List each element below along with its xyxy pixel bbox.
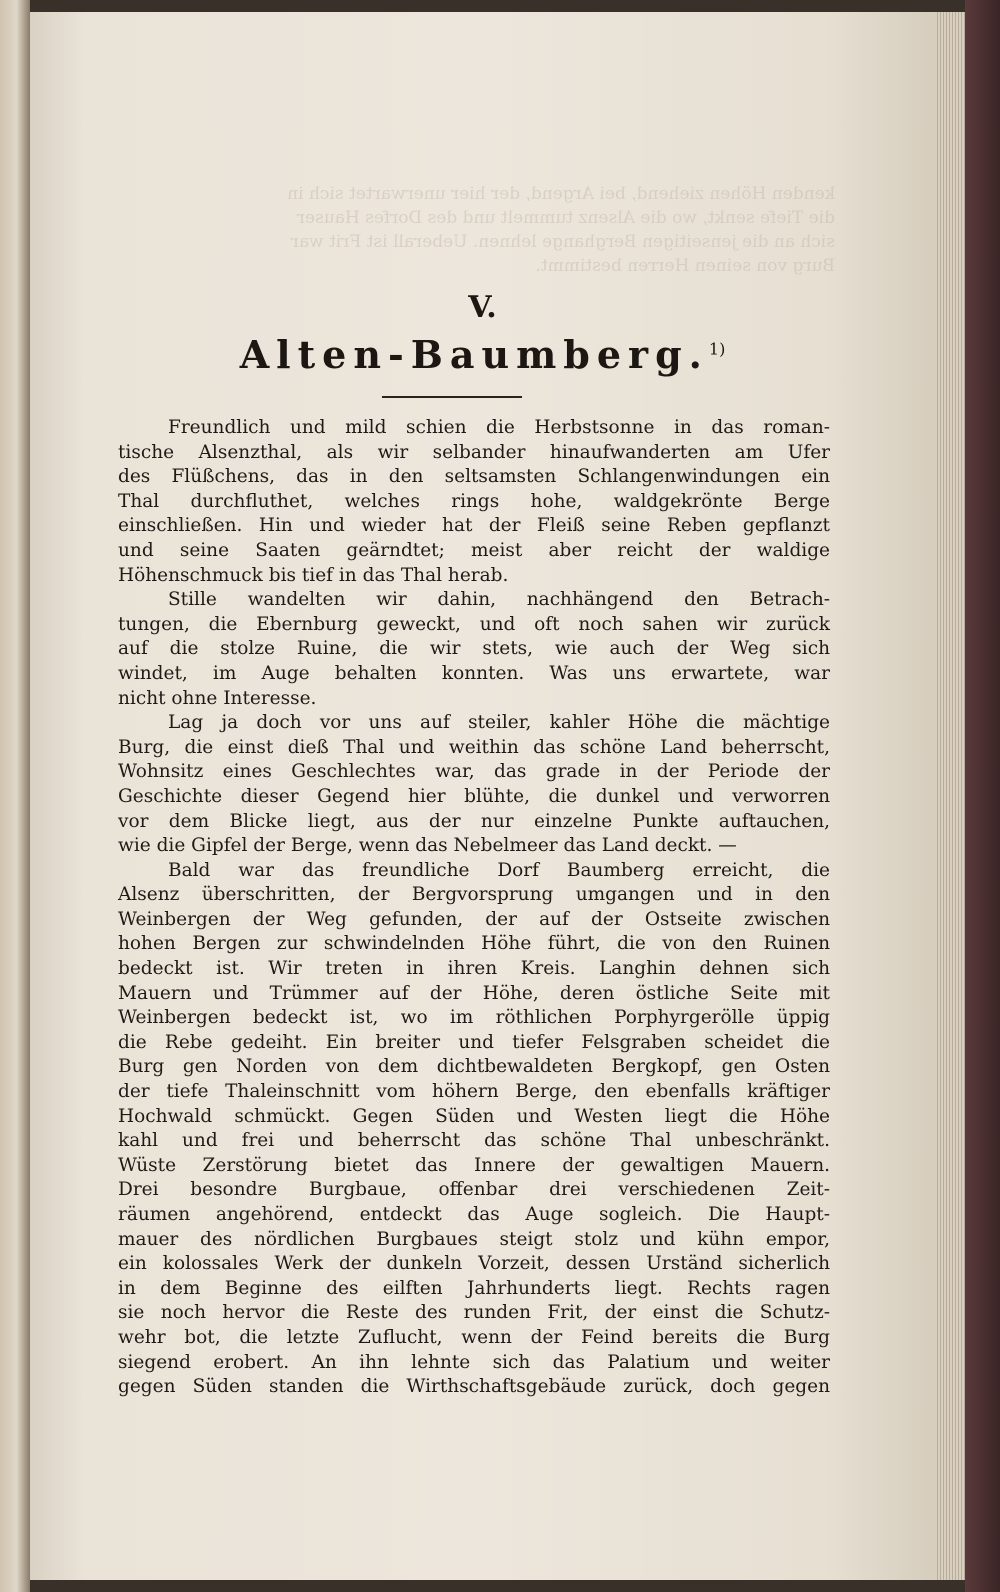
text-line: Weinbergen bedeckt ist, wo im röthlichen Porphyrgerölle üppig — [118, 1007, 830, 1029]
chapter-number: V. — [468, 290, 497, 325]
text-line: Drei besondre Burgbaue, offenbar drei verschiedenen Zeit- — [118, 1179, 830, 1201]
text-line: Mauern und Trümmer auf der Höhe, deren östliche Seite mit — [118, 982, 830, 1004]
page-block-edges — [935, 12, 965, 1580]
text-line: Höhenschmuck bis tief in das Thal herab. — [118, 564, 509, 586]
body-text — [118, 416, 830, 1400]
chapter-title-text: Alten-Baumberg. — [239, 332, 709, 377]
text-line: in dem Beginne des eilften Jahrhunderts liegt. Rechts ragen — [118, 1277, 830, 1299]
text-line: der tiefe Thaleinschnitt vom höhern Berge, den ebenfalls kräftiger — [118, 1081, 830, 1103]
text-line: räumen angehörend, entdeckt das Auge sogleich. Die Haupt- — [118, 1204, 830, 1225]
text-line: Thal durchfluthet, welches rings hohe, waldgekrönte Berge — [118, 490, 830, 512]
text-line: Lag ja doch vor uns auf steiler, kahler Höhe die mächtige — [168, 712, 830, 734]
text-line: nicht ohne Interesse. — [118, 687, 317, 709]
text-line: siegend erobert. An ihn lehnte sich das Palatium und weiter — [118, 1351, 830, 1373]
bleed-through-text — [135, 182, 835, 278]
text-line: wie die Gipfel der Berge, wenn das Nebelmeer das Land deckt. — — [118, 835, 737, 857]
text-line: sie noch hervor die Reste des runden Frit, der einst die Schutz- — [118, 1302, 830, 1324]
title-rule — [382, 396, 522, 398]
text-line: Burg, die einst dieß Thal und weithin das schöne Land beherrscht, — [118, 736, 830, 758]
text-line: tische Alsenzthal, als wir selbander hinaufwanderten am Ufer — [118, 441, 830, 463]
text-line: Hochwald schmückt. Gegen Süden und Westen liegt die Höhe — [118, 1105, 830, 1127]
text-line: auf die stolze Ruine, die wir stets, wie auch der Weg sich — [118, 638, 830, 660]
text-line: kahl und frei und beherrscht das schöne Thal unbeschränkt. — [118, 1130, 830, 1152]
chapter-title — [30, 332, 935, 377]
text-line: Wohnsitz eines Geschlechtes war, das grade in der Periode der — [118, 761, 830, 783]
text-line: tungen, die Ebernburg geweckt, und oft noch sahen wir zurück — [118, 613, 830, 635]
text-line: Bald war das freundliche Dorf Baumberg erreicht, die — [168, 859, 830, 881]
book-cover-edge — [965, 0, 1000, 1592]
bleed-line: sich an die jenseitigen Berghange lehnen. Ueberall ist Frit war — [290, 232, 835, 252]
text-line: mauer des nördlichen Burgbaues steigt stolz und kühn empor, — [118, 1228, 830, 1250]
text-line: gegen Süden standen die Wirthschaftsgebäude zurück, doch gegen — [118, 1376, 830, 1398]
bleed-line: kenden Höhen ziehend, bei Argend, der hier unerwartet sich in — [287, 184, 835, 204]
text-line: des Flüßchens, das in den seltsamsten Schlangenwindungen ein — [118, 466, 830, 488]
text-line: bedeckt ist. Wir treten in ihren Kreis. Langhin dehnen sich — [118, 958, 830, 980]
text-line: Geschichte dieser Gegend hier blühte, die dunkel und verworren — [118, 785, 830, 807]
text-line: ein kolossales Werk der dunkeln Vorzeit, dessen Urständ sicherlich — [118, 1253, 830, 1275]
text-line: windet, im Auge behalten konnten. Was uns erwartete, war — [118, 662, 830, 684]
bleed-line: die Tiefe senkt, wo die Alsenz tummelt und des Dorfes Hauser — [296, 208, 835, 228]
text-line: vor dem Blicke liegt, aus der nur einzelne Punkte auftauchen, — [118, 810, 830, 832]
text-line: die Rebe gedeiht. Ein breiter und tiefer Felsgraben scheidet die — [118, 1031, 830, 1053]
text-line: Stille wandelten wir dahin, nachhängend den Betrach- — [168, 589, 830, 611]
bleed-line: Burg von seinen Herren bestimmt. — [535, 256, 835, 276]
text-line: einschließen. Hin und wieder hat der Fleiß seine Reben gepflanzt — [118, 515, 830, 537]
footnote-mark: 1) — [708, 339, 726, 359]
book-page — [30, 12, 935, 1580]
text-line: Freundlich und mild schien die Herbstsonne in das roman- — [168, 417, 830, 438]
text-line: Wüste Zerstörung bietet das Innere der gewaltigen Mauern. — [118, 1154, 830, 1176]
text-line: Weinbergen der Weg gefunden, der auf der Ostseite zwischen — [118, 908, 830, 930]
previous-page-edge — [0, 0, 30, 1592]
text-line: wehr bot, die letzte Zuflucht, wenn der Feind bereits die Burg — [118, 1326, 830, 1348]
text-line: Alsenz überschritten, der Bergvorsprung umgangen und in den — [118, 884, 830, 906]
text-line: Burg gen Norden von dem dichtbewaldeten Bergkopf, gen Osten — [118, 1056, 830, 1078]
text-line: und seine Saaten geärndtet; meist aber reicht der waldige — [118, 539, 830, 561]
text-line: hohen Bergen zur schwindelnden Höhe führt, die von den Ruinen — [118, 933, 830, 955]
